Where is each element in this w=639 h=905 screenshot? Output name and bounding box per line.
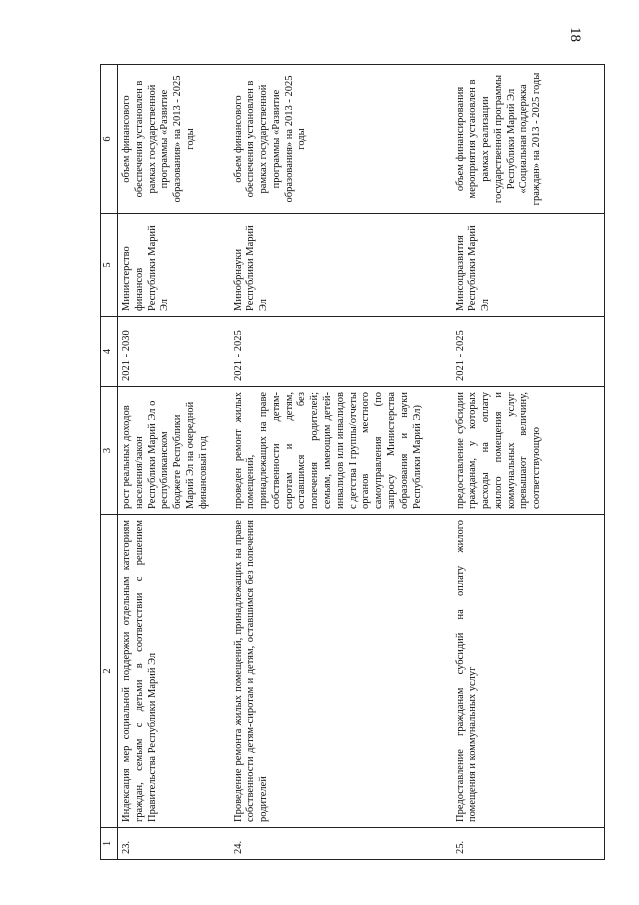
- responsible-cell: Минобрнауки Республики Марий Эл: [230, 214, 452, 317]
- header-col-5: 5: [101, 214, 118, 317]
- page-number: 18: [567, 27, 583, 42]
- term-cell: 2021 - 2025: [452, 317, 605, 387]
- financing-cell: объем финансирования мероприятия установлен в рамках реализации государственной программы Республики Марий Эл «Социальная поддержка граждан» на 2013 - 2025 годы: [452, 65, 605, 214]
- term-cell: 2021 - 2025: [230, 317, 452, 387]
- row-number: 24.: [230, 828, 452, 860]
- result-cell: предоставление субсидии гражданам, у которых расходы на оплату жилого помещения и коммунальных услуг превышают величину, соответствующую: [452, 387, 605, 515]
- header-col-2: 2: [101, 515, 118, 828]
- result-cell: рост реальных доходов населения/закон Республики Марий Эл о республиканском бюджете Республики Марий Эл на очередной финансовый год: [118, 387, 230, 515]
- measures-table: [100, 64, 605, 860]
- responsible-cell: Министерство финансов Республики Марий Эл: [118, 214, 230, 317]
- rotated-page-content: [100, 65, 605, 860]
- result-cell: проведен ремонт жилых помещений, принадлежащих на праве собственности детям-сиротам и детям, оставшимся без попечения родителей; семьям, имеющим детей-инвалидов или инвалидов с детства I группы/отчеты органов местного самоуправления (по запросу Министерства образования и науки Республики Марий Эл): [230, 387, 452, 515]
- table-row: [118, 65, 230, 860]
- header-col-1: 1: [101, 828, 118, 860]
- financing-cell: объем финансового обеспечения установлен в рамках государственной программы «Развитие образования» на 2013 - 2025 годы: [230, 65, 452, 214]
- row-number: 23.: [118, 828, 230, 860]
- row-number: 25.: [452, 828, 605, 860]
- financing-cell: объем финансового обеспечения установлен в рамках государственной программы «Развитие образования» на 2013 - 2025 годы: [118, 65, 230, 214]
- measure-cell: Предоставление гражданам субсидий на оплату жилого помещения и коммунальных услуг: [452, 515, 605, 828]
- table-row: [230, 65, 452, 860]
- header-col-6: 6: [101, 65, 118, 214]
- header-col-4: 4: [101, 317, 118, 387]
- responsible-cell: Минсоцразвития Республики Марий Эл: [452, 214, 605, 317]
- measure-cell: Индексация мер социальной поддержки отдельным категориям граждан, семьям с детьми в соответствии с решением Правительства Республики Марий Эл: [118, 515, 230, 828]
- term-cell: 2021 - 2030: [118, 317, 230, 387]
- header-row: [101, 65, 118, 860]
- measure-cell: Проведение ремонта жилых помещений, принадлежащих на праве собственности детям-сиротам и детям, оставшимся без попечения родителей: [230, 515, 452, 828]
- header-col-3: 3: [101, 387, 118, 515]
- table-row: [452, 65, 605, 860]
